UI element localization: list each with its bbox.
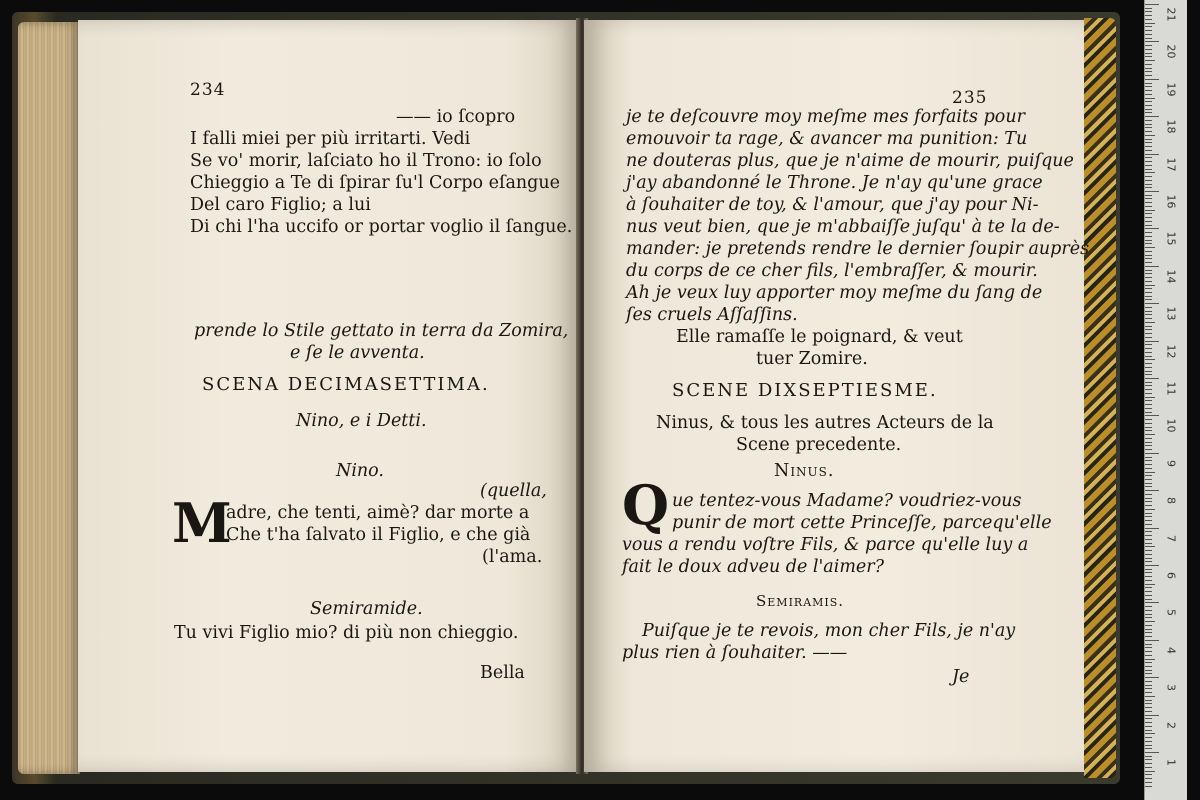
ruler-minor-tick xyxy=(1145,60,1155,61)
ruler-minor-tick xyxy=(1145,745,1152,746)
ruler-minor-tick xyxy=(1145,255,1152,256)
ruler-minor-tick xyxy=(1145,142,1152,143)
ruler-minor-tick xyxy=(1145,19,1152,20)
ruler-minor-tick xyxy=(1145,277,1152,278)
ruler-label: 13 xyxy=(1164,306,1178,321)
ruler-label: 6 xyxy=(1164,572,1178,579)
text-line: (l'ama. xyxy=(482,547,543,567)
ruler-minor-tick xyxy=(1145,285,1155,286)
ruler-minor-tick xyxy=(1145,90,1152,91)
ruler-minor-tick xyxy=(1145,311,1152,312)
text-line: fait le doux adveu de l'aimer? xyxy=(622,557,885,577)
ruler-minor-tick xyxy=(1145,629,1152,630)
text-line: ſes cruels Aſſaſſins. xyxy=(626,305,798,325)
ruler-label: 1 xyxy=(1164,759,1178,766)
ruler-tick xyxy=(1145,528,1159,529)
ruler-minor-tick xyxy=(1145,498,1152,499)
ruler-minor-tick xyxy=(1145,281,1152,282)
ruler-minor-tick xyxy=(1145,449,1152,450)
ruler-minor-tick xyxy=(1145,778,1152,779)
ruler-minor-tick xyxy=(1145,210,1155,211)
ruler-minor-tick xyxy=(1145,333,1152,334)
ruler-minor-tick xyxy=(1145,56,1152,57)
text-line: Ah je veux luy apporter moy meſme du ſang de xyxy=(626,283,1043,303)
ruler-minor-tick xyxy=(1145,509,1155,510)
text-line: je te deſcouvre moy meſme mes forfaits pour xyxy=(626,107,1025,127)
ruler-minor-tick xyxy=(1145,389,1152,390)
ruler-minor-tick xyxy=(1145,314,1152,315)
ruler-label: 16 xyxy=(1164,194,1178,209)
ruler-minor-tick xyxy=(1145,206,1152,207)
ruler-minor-tick xyxy=(1145,647,1152,648)
ruler-tick xyxy=(1145,640,1159,641)
ruler-minor-tick xyxy=(1145,165,1152,166)
ruler-minor-tick xyxy=(1145,558,1152,559)
ruler-minor-tick xyxy=(1145,741,1152,742)
ruler-minor-tick xyxy=(1145,636,1152,637)
ruler-label: 17 xyxy=(1164,157,1178,172)
ruler-tick xyxy=(1145,116,1159,117)
text-line: à ſouhaiter de toy, & l'amour, que j'ay pour Ni- xyxy=(626,195,1039,215)
ruler-minor-tick xyxy=(1145,217,1152,218)
ruler-minor-tick xyxy=(1145,595,1152,596)
text-line: Se vo' morir, laſciato ho il Trono: io ſolo xyxy=(190,151,542,171)
ruler-minor-tick xyxy=(1145,94,1152,95)
speaker-name: Semiramis. xyxy=(756,592,845,610)
ruler-tick xyxy=(1145,715,1159,716)
ruler-minor-tick xyxy=(1145,771,1155,772)
ruler-minor-tick xyxy=(1145,546,1155,547)
ruler-minor-tick xyxy=(1145,434,1155,435)
ruler-tick xyxy=(1145,41,1159,42)
ruler-minor-tick xyxy=(1145,124,1152,125)
ruler-label: 14 xyxy=(1164,269,1178,284)
ruler-minor-tick xyxy=(1145,240,1152,241)
ruler-minor-tick xyxy=(1145,161,1152,162)
ruler-minor-tick xyxy=(1145,412,1152,413)
ruler-minor-tick xyxy=(1145,610,1152,611)
ruler-minor-tick xyxy=(1145,479,1152,480)
ruler-minor-tick xyxy=(1145,225,1152,226)
scene-title: SCENA DECIMASETTIMA. xyxy=(202,374,490,395)
ruler-tick xyxy=(1145,79,1159,80)
ruler-minor-tick xyxy=(1145,569,1152,570)
ruler-minor-tick xyxy=(1145,393,1152,394)
ruler-minor-tick xyxy=(1145,513,1152,514)
ruler-minor-tick xyxy=(1145,120,1152,121)
ruler-minor-tick xyxy=(1145,23,1155,24)
ruler-minor-tick xyxy=(1145,730,1152,731)
ruler-minor-tick xyxy=(1145,621,1155,622)
ruler-minor-tick xyxy=(1145,292,1152,293)
ruler-minor-tick xyxy=(1145,146,1152,147)
text-line: Puiſque je te revois, mon cher Fils, je n'ay xyxy=(642,621,1016,641)
ruler-minor-tick xyxy=(1145,258,1152,259)
ruler-minor-tick xyxy=(1145,580,1152,581)
ruler-minor-tick xyxy=(1145,651,1152,652)
text-line: Del caro Figlio; a lui xyxy=(190,195,371,215)
text-line: j'ay abandonné le Throne. Je n'ay qu'une grace xyxy=(626,173,1043,193)
ruler-minor-tick xyxy=(1145,554,1152,555)
ruler-minor-tick xyxy=(1145,397,1155,398)
ruler-label: 2 xyxy=(1164,721,1178,729)
ruler-minor-tick xyxy=(1145,34,1152,35)
ruler-minor-tick xyxy=(1145,139,1152,140)
ruler-minor-tick xyxy=(1145,329,1152,330)
ruler-minor-tick xyxy=(1145,442,1152,443)
text-line: emouvoir ta rage, & avancer ma punition: Tu xyxy=(626,129,1028,149)
ruler-minor-tick xyxy=(1145,468,1152,469)
text-line: Chieggio a Te di ſpirar ſu'l Corpo eſangue xyxy=(190,173,560,193)
ruler-minor-tick xyxy=(1145,486,1152,487)
stage-direction: e ſe le avventa. xyxy=(290,343,425,363)
ruler-minor-tick xyxy=(1145,187,1152,188)
ruler-label: 5 xyxy=(1164,609,1178,617)
text-line: Tu vivi Figlio mio? di più non chieggio. xyxy=(174,623,519,643)
ruler-minor-tick xyxy=(1145,273,1152,274)
scene-title: SCENE DIXSEPTIESME. xyxy=(672,380,938,401)
ruler-label: 3 xyxy=(1164,684,1178,692)
text-line: vous a rendu voſtre Fils, & parce qu'elle luy a xyxy=(622,535,1029,555)
ruler-minor-tick xyxy=(1145,460,1152,461)
ruler-minor-tick xyxy=(1145,703,1152,704)
ruler-tick xyxy=(1145,565,1159,566)
stage-direction: tuer Zomire. xyxy=(756,349,868,369)
ruler-label: 19 xyxy=(1164,82,1178,97)
ruler-minor-tick xyxy=(1145,625,1152,626)
ruler-minor-tick xyxy=(1145,135,1155,136)
ruler-minor-tick xyxy=(1145,550,1152,551)
ruler-minor-tick xyxy=(1145,8,1152,9)
ruler-tick xyxy=(1145,752,1159,753)
ruler-minor-tick xyxy=(1145,427,1152,428)
ruler-minor-tick xyxy=(1145,243,1152,244)
ruler-minor-tick xyxy=(1145,438,1152,439)
ruler-minor-tick xyxy=(1145,49,1152,50)
ruler-minor-tick xyxy=(1145,726,1152,727)
ruler-minor-tick xyxy=(1145,700,1152,701)
right-page xyxy=(584,20,1090,772)
ruler-minor-tick xyxy=(1145,169,1152,170)
ruler-minor-tick xyxy=(1145,172,1155,173)
ruler-minor-tick xyxy=(1145,419,1152,420)
ruler-minor-tick xyxy=(1145,464,1152,465)
ruler-minor-tick xyxy=(1145,685,1152,686)
ruler-minor-tick xyxy=(1145,576,1152,577)
ruler-minor-tick xyxy=(1145,184,1152,185)
ruler-tick xyxy=(1145,341,1159,342)
ruler-minor-tick xyxy=(1145,38,1152,39)
ruler-minor-tick xyxy=(1145,659,1155,660)
speaker-name: Nino. xyxy=(336,461,384,481)
ruler-minor-tick xyxy=(1145,614,1152,615)
ruler-tick xyxy=(1145,266,1159,267)
ruler-label: 8 xyxy=(1164,497,1178,505)
ruler-tick xyxy=(1145,490,1159,491)
catchword: Je xyxy=(952,667,970,687)
ruler-tick xyxy=(1145,191,1159,192)
ruler-minor-tick xyxy=(1145,587,1152,588)
text-line: —— io ſcopro xyxy=(396,107,516,127)
speaker-name: Semiramide. xyxy=(310,599,423,619)
ruler-minor-tick xyxy=(1145,572,1152,573)
text-line: du corps de ce cher fils, l'embraſſer, & mourir. xyxy=(626,261,1038,281)
ruler-minor-tick xyxy=(1145,71,1152,72)
ruler-minor-tick xyxy=(1145,501,1152,502)
ruler-minor-tick xyxy=(1145,221,1152,222)
ruler-minor-tick xyxy=(1145,655,1152,656)
ruler-minor-tick xyxy=(1145,644,1152,645)
ruler-label: 15 xyxy=(1164,231,1178,246)
ruler-minor-tick xyxy=(1145,251,1152,252)
ruler-minor-tick xyxy=(1145,105,1152,106)
ruler-label: 11 xyxy=(1164,381,1178,396)
ruler-minor-tick xyxy=(1145,236,1152,237)
ruler-minor-tick xyxy=(1145,423,1152,424)
ruler-minor-tick xyxy=(1145,543,1152,544)
stage-direction: Elle ramaſſe le poignard, & veut xyxy=(676,327,963,347)
measurement-ruler xyxy=(1144,0,1187,800)
text-line: punir de mort cette Princeſſe, parcequ'elle xyxy=(672,513,1052,533)
ruler-minor-tick xyxy=(1145,786,1152,787)
character-list: Nino, e i Detti. xyxy=(296,411,427,431)
ruler-tick xyxy=(1145,415,1159,416)
ruler-minor-tick xyxy=(1145,262,1152,263)
ruler-minor-tick xyxy=(1145,696,1155,697)
ruler-minor-tick xyxy=(1145,430,1152,431)
ruler-minor-tick xyxy=(1145,26,1152,27)
ruler-minor-tick xyxy=(1145,195,1152,196)
ruler-minor-tick xyxy=(1145,617,1152,618)
ruler-minor-tick xyxy=(1145,591,1152,592)
ruler-minor-tick xyxy=(1145,688,1152,689)
ruler-minor-tick xyxy=(1145,767,1152,768)
ruler-minor-tick xyxy=(1145,733,1155,734)
ruler-minor-tick xyxy=(1145,711,1152,712)
ruler-minor-tick xyxy=(1145,344,1152,345)
page-edges-left xyxy=(18,22,80,774)
ruler-minor-tick xyxy=(1145,157,1152,158)
ruler-minor-tick xyxy=(1145,45,1152,46)
ruler-minor-tick xyxy=(1145,400,1152,401)
ruler-minor-tick xyxy=(1145,307,1152,308)
text-line: adre, che tenti, aimè? dar morte a xyxy=(226,503,530,523)
ruler-tick xyxy=(1145,602,1159,603)
ruler-minor-tick xyxy=(1145,584,1155,585)
ruler-minor-tick xyxy=(1145,213,1152,214)
ruler-minor-tick xyxy=(1145,150,1152,151)
ruler-label: 9 xyxy=(1164,459,1178,467)
ruler-minor-tick xyxy=(1145,673,1152,674)
ruler-minor-tick xyxy=(1145,288,1152,289)
ruler-minor-tick xyxy=(1145,98,1155,99)
ruler-minor-tick xyxy=(1145,64,1152,65)
ruler-minor-tick xyxy=(1145,53,1152,54)
ruler-minor-tick xyxy=(1145,531,1152,532)
ruler-minor-tick xyxy=(1145,404,1152,405)
ruler-minor-tick xyxy=(1145,198,1152,199)
ruler-minor-tick xyxy=(1145,101,1152,102)
ruler-minor-tick xyxy=(1145,299,1152,300)
ruler-minor-tick xyxy=(1145,374,1152,375)
ruler-minor-tick xyxy=(1145,352,1152,353)
ruler-minor-tick xyxy=(1145,112,1152,113)
ruler-label: 4 xyxy=(1164,646,1178,654)
text-line: I falli miei per più irritarti. Vedi xyxy=(190,129,471,149)
ruler-minor-tick xyxy=(1145,385,1152,386)
ruler-minor-tick xyxy=(1145,707,1152,708)
ruler-minor-tick xyxy=(1145,232,1152,233)
ruler-minor-tick xyxy=(1145,561,1152,562)
drop-cap: M xyxy=(172,491,232,555)
text-line: plus rien à ſouhaiter. —— xyxy=(622,643,848,663)
character-list: Ninus, & tous les autres Acteurs de la xyxy=(656,413,994,433)
text-line: ue tentez-vous Madame? voudriez-vous xyxy=(672,491,1022,511)
page-number-left: 234 xyxy=(190,80,226,100)
ruler-minor-tick xyxy=(1145,348,1152,349)
ruler-tick xyxy=(1145,228,1159,229)
ruler-minor-tick xyxy=(1145,539,1152,540)
ruler-minor-tick xyxy=(1145,692,1152,693)
ruler-tick xyxy=(1145,378,1159,379)
ruler-minor-tick xyxy=(1145,408,1152,409)
ruler-minor-tick xyxy=(1145,356,1152,357)
ruler-minor-tick xyxy=(1145,15,1152,16)
ruler-minor-tick xyxy=(1145,11,1152,12)
ruler-minor-tick xyxy=(1145,109,1152,110)
ruler-minor-tick xyxy=(1145,505,1152,506)
ruler-label: 20 xyxy=(1164,44,1178,59)
ruler-tick xyxy=(1145,453,1159,454)
ruler-minor-tick xyxy=(1145,445,1152,446)
ruler-minor-tick xyxy=(1145,296,1152,297)
ruler-minor-tick xyxy=(1145,475,1152,476)
ruler-minor-tick xyxy=(1145,774,1152,775)
ruler-minor-tick xyxy=(1145,520,1152,521)
text-line: (quella, xyxy=(480,481,547,501)
ruler-minor-tick xyxy=(1145,516,1152,517)
ruler-minor-tick xyxy=(1145,247,1155,248)
character-list: Scene precedente. xyxy=(736,435,902,455)
text-line: mander: je pretends rendre le dernier ſoupir auprès xyxy=(626,239,1090,259)
ruler-minor-tick xyxy=(1145,363,1152,364)
ruler-minor-tick xyxy=(1145,763,1152,764)
stage-direction: prende lo Stile gettato in terra da Zomira, xyxy=(194,321,569,341)
text-line: Che t'ha ſalvato il Figlio, e che già xyxy=(226,525,531,545)
ruler-minor-tick xyxy=(1145,632,1152,633)
ruler-minor-tick xyxy=(1145,131,1152,132)
ruler-tick xyxy=(1145,303,1159,304)
ruler-minor-tick xyxy=(1145,662,1152,663)
speaker-name: Ninus. xyxy=(774,461,835,481)
ruler-minor-tick xyxy=(1145,599,1152,600)
ruler-tick xyxy=(1145,4,1159,5)
ruler-minor-tick xyxy=(1145,30,1152,31)
ruler-minor-tick xyxy=(1145,535,1152,536)
left-page xyxy=(78,20,580,772)
ruler-minor-tick xyxy=(1145,359,1155,360)
ruler-minor-tick xyxy=(1145,718,1152,719)
ruler-minor-tick xyxy=(1145,68,1152,69)
ruler-label: 7 xyxy=(1164,534,1178,542)
ruler-minor-tick xyxy=(1145,337,1152,338)
page-number-right: 235 xyxy=(952,88,988,108)
text-line: ne douteras plus, que je n'aime de mourir, puiſque xyxy=(626,151,1074,171)
text-line: nus veut bien, que je m'abbaiſſe juſqu' à te la de- xyxy=(626,217,1060,237)
ruler-minor-tick xyxy=(1145,75,1152,76)
catchword: Bella xyxy=(480,663,525,683)
ruler-minor-tick xyxy=(1145,748,1152,749)
ruler-minor-tick xyxy=(1145,367,1152,368)
ruler-minor-tick xyxy=(1145,318,1152,319)
ruler-minor-tick xyxy=(1145,666,1152,667)
ruler-minor-tick xyxy=(1145,127,1152,128)
ruler-minor-tick xyxy=(1145,670,1152,671)
ruler-tick xyxy=(1145,677,1159,678)
ruler-tick xyxy=(1145,154,1159,155)
ruler-minor-tick xyxy=(1145,180,1152,181)
ruler-minor-tick xyxy=(1145,202,1152,203)
ruler-label: 10 xyxy=(1164,418,1178,433)
ruler-minor-tick xyxy=(1145,371,1152,372)
ruler-minor-tick xyxy=(1145,86,1152,87)
ruler-minor-tick xyxy=(1145,782,1152,783)
ruler-label: 21 xyxy=(1164,7,1178,22)
ruler-minor-tick xyxy=(1145,270,1152,271)
text-line: Di chi l'ha uccifo or portar voglio il ſangue. xyxy=(190,217,573,237)
ruler-minor-tick xyxy=(1145,483,1152,484)
ruler-minor-tick xyxy=(1145,322,1155,323)
ruler-minor-tick xyxy=(1145,759,1152,760)
ruler-minor-tick xyxy=(1145,681,1152,682)
marbled-cover-edge xyxy=(1084,18,1116,778)
ruler-minor-tick xyxy=(1145,737,1152,738)
ruler-minor-tick xyxy=(1145,382,1152,383)
ruler-label: 12 xyxy=(1164,344,1178,359)
ruler-label: 18 xyxy=(1164,119,1178,134)
ruler-minor-tick xyxy=(1145,326,1152,327)
ruler-minor-tick xyxy=(1145,722,1152,723)
ruler-minor-tick xyxy=(1145,606,1152,607)
ruler-minor-tick xyxy=(1145,494,1152,495)
drop-cap: Q xyxy=(622,473,670,537)
ruler-minor-tick xyxy=(1145,457,1152,458)
ruler-minor-tick xyxy=(1145,524,1152,525)
ruler-minor-tick xyxy=(1145,83,1152,84)
ruler-minor-tick xyxy=(1145,472,1155,473)
ruler-minor-tick xyxy=(1145,756,1152,757)
ruler-minor-tick xyxy=(1145,176,1152,177)
